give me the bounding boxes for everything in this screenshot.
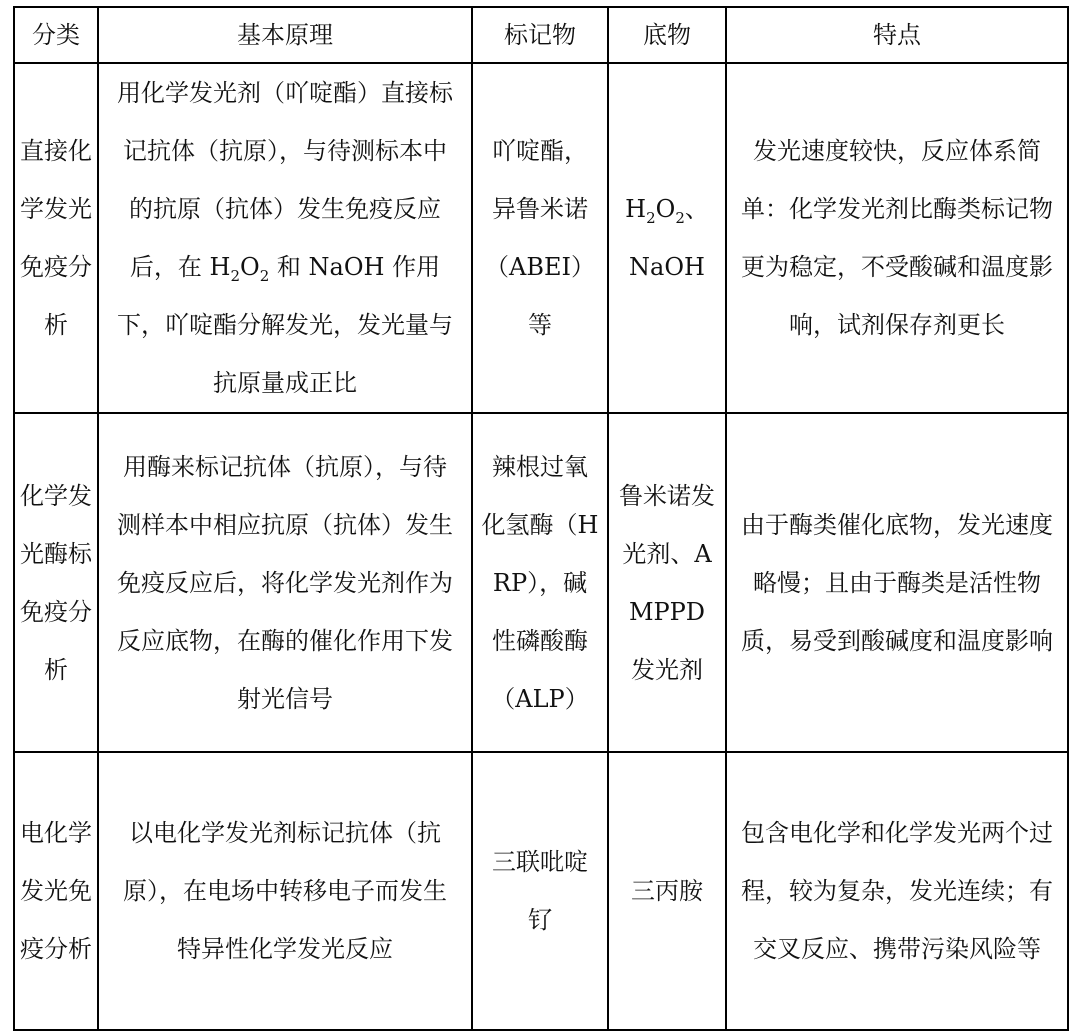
- feature-cell: 由于酶类催化底物，发光速度略慢；且由于酶类是活性物质，易受到酸碱度和温度影响: [726, 413, 1068, 752]
- table-row: [14, 413, 1068, 752]
- table-row: [14, 752, 1068, 1030]
- feature-cell: 包含电化学和化学发光两个过程，较为复杂，发光连续；有交叉反应、携带污染风险等: [726, 752, 1068, 1030]
- subscript: 2: [675, 208, 685, 227]
- header-label: 标记物: [472, 7, 608, 63]
- label-cell: 三联吡啶钌: [472, 752, 608, 1030]
- principle-text: O: [240, 253, 260, 281]
- feature-cell: 发光速度较快，反应体系简单：化学发光剂比酶类标记物更为稳定，不受酸碱和温度影响，试剂保存剂更长: [726, 63, 1068, 413]
- substrate-text: O: [655, 195, 676, 223]
- principle-text: 用化学发光剂（吖啶酯）直接标记抗体（抗原），与待测标本中的抗原（抗体）发生免疫反应后，在 H: [117, 79, 453, 281]
- principle-cell: [98, 63, 472, 413]
- label-cell: 吖啶酯，异鲁米诺（ABEI）等: [472, 63, 608, 413]
- principle-cell: 以电化学发光剂标记抗体（抗原），在电场中转移电子而发生特异性化学发光反应: [98, 752, 472, 1030]
- category-cell: 电化学发光免疫分析: [14, 752, 98, 1030]
- subscript: 2: [230, 266, 241, 285]
- label-cell: 辣根过氧化氢酶（HRP），碱性磷酸酶（ALP）: [472, 413, 608, 752]
- category-cell: 直接化学发光免疫分析: [14, 63, 98, 413]
- substrate-text: 、NaOH: [629, 195, 709, 281]
- table-row: [14, 63, 1068, 413]
- subscript: 2: [646, 208, 656, 227]
- principle-text: 和 NaOH 作用下，吖啶酯分解发光，发光量与抗原量成正比: [117, 253, 453, 397]
- header-row: [14, 7, 1068, 63]
- header-principle: 基本原理: [98, 7, 472, 63]
- substrate-text: H: [625, 195, 647, 223]
- substrate-cell: [608, 63, 726, 413]
- substrate-cell: 鲁米诺发光剂、AMPPD发光剂: [608, 413, 726, 752]
- principle-cell: 用酶来标记抗体（抗原），与待测样本中相应抗原（抗体）发生免疫反应后，将化学发光剂作为反应底物，在酶的催化作用下发射光信号: [98, 413, 472, 752]
- subscript: 2: [259, 266, 270, 285]
- header-substrate: 底物: [608, 7, 726, 63]
- comparison-table: [13, 6, 1069, 1031]
- category-cell: 化学发光酶标免疫分析: [14, 413, 98, 752]
- header-feature: 特点: [726, 7, 1068, 63]
- header-category: 分类: [14, 7, 98, 63]
- substrate-cell: 三丙胺: [608, 752, 726, 1030]
